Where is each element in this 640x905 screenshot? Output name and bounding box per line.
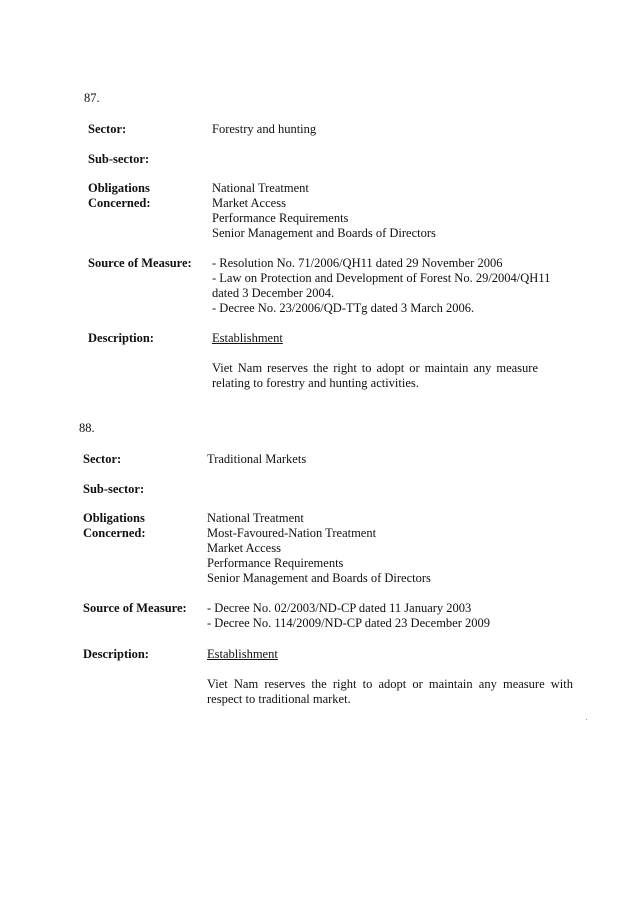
sector-label: Sector: (88, 122, 127, 136)
obligations-label-line-1: Obligations (88, 181, 150, 195)
description-heading: Establishment (207, 647, 278, 661)
source-item: dated 3 December 2004. (212, 286, 335, 300)
sources-list (207, 601, 490, 631)
sector-value: Traditional Markets (207, 452, 307, 466)
entry-number: 87. (84, 91, 100, 105)
source-item: - Decree No. 02/2003/ND-CP dated 11 January 2003 (207, 601, 472, 615)
obligation-item: Senior Management and Boards of Directors (207, 571, 431, 585)
description-text: Viet Nam reserves the right to adopt or maintain any measure with respect to traditional market. (207, 677, 573, 706)
description-label: Description: (88, 331, 154, 345)
obligations-label-line-2: Concerned: (88, 196, 151, 210)
obligation-item: National Treatment (207, 511, 304, 525)
obligation-item: Market Access (212, 196, 286, 210)
obligations-label-line-2: Concerned: (83, 526, 146, 540)
source-item: - Resolution No. 71/2006/QH11 dated 29 November 2006 (212, 256, 503, 270)
obligation-item: Market Access (207, 541, 281, 555)
description-text: Viet Nam reserves the right to adopt or maintain any measure relating to forestry and hunting activities. (212, 361, 538, 390)
obligation-item: Performance Requirements (207, 556, 344, 570)
description-heading: Establishment (212, 331, 283, 345)
subsector-label: Sub-sector: (83, 482, 145, 496)
entry-number: 88. (79, 421, 95, 435)
obligation-item: Performance Requirements (212, 211, 349, 225)
obligation-item: National Treatment (212, 181, 309, 195)
obligations-list (207, 511, 431, 586)
sector-label: Sector: (83, 452, 122, 466)
subsector-label: Sub-sector: (88, 152, 150, 166)
source-item: - Decree No. 23/2006/QD-TTg dated 3 March 2006. (212, 301, 475, 315)
source-label: Source of Measure: (83, 601, 187, 615)
obligations-label-line-1: Obligations (83, 511, 145, 525)
obligations-list (212, 181, 436, 241)
sources-list (212, 256, 550, 316)
description-label: Description: (83, 647, 149, 661)
obligations-label (88, 181, 151, 211)
obligation-item: Senior Management and Boards of Directors (212, 226, 436, 240)
obligations-label (83, 511, 146, 541)
speck-mark (586, 719, 587, 720)
source-label: Source of Measure: (88, 256, 192, 270)
obligation-item: Most-Favoured-Nation Treatment (207, 526, 377, 540)
source-item: - Decree No. 114/2009/ND-CP dated 23 December 2009 (207, 616, 491, 630)
source-item: - Law on Protection and Development of Forest No. 29/2004/QH11 (212, 271, 551, 285)
sector-value: Forestry and hunting (212, 122, 317, 136)
